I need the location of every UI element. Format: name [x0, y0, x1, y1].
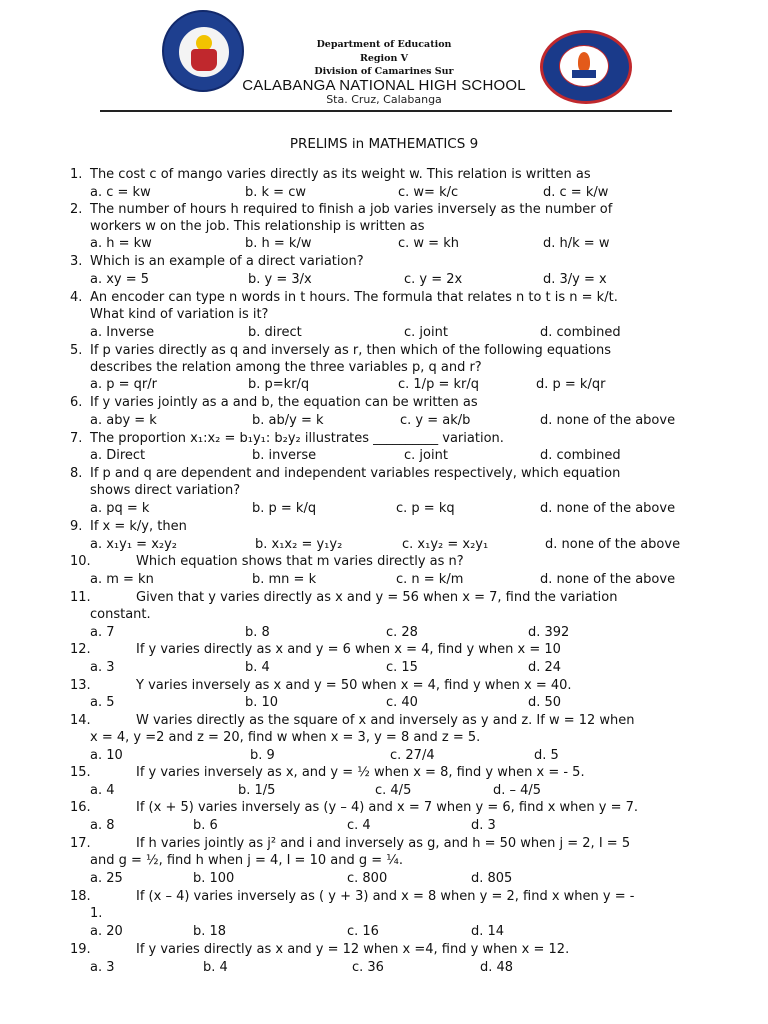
q2-choice-a: a. h = kw — [90, 236, 152, 251]
q2-text: The number of hours h required to finish a job varies inversely as the number of — [90, 202, 613, 217]
q17-choice-d: d. 805 — [471, 871, 513, 886]
q19-choice-d: d. 48 — [480, 960, 514, 975]
q13-choice-c: c. 40 — [386, 695, 418, 710]
q14-choice-b: b. 9 — [250, 748, 275, 763]
q16-choice-c: c. 4 — [347, 818, 371, 833]
q12-text: If y varies directly as x and y = 6 when x = 4, find y when x = 10 — [136, 642, 561, 657]
header-divider — [100, 110, 672, 112]
q5-number: 5. — [70, 343, 83, 358]
q10-choice-d: d. none of the above — [540, 572, 676, 587]
q12-choice-b: b. 4 — [245, 660, 270, 675]
q11-text: Given that y varies directly as x and y = 56 when x = 7, find the variation — [136, 590, 618, 605]
q13-text: Y varies inversely as x and y = 50 when x = 4, find y when x = 40. — [136, 678, 572, 693]
q1-choice-d: d. c = k/w — [543, 185, 609, 200]
q19-choice-a: a. 3 — [90, 960, 115, 975]
q8-choice-d: d. none of the above — [540, 501, 676, 516]
q13-choice-d: d. 50 — [528, 695, 562, 710]
q11-choice-d: d. 392 — [528, 625, 570, 640]
q16-number: 16. — [70, 800, 91, 815]
q14-text: W varies directly as the square of x and inversely as y and z. If w = 12 when — [136, 713, 635, 728]
q18-choice-a: a. 20 — [90, 924, 123, 939]
q3-text: Which is an example of a direct variation? — [90, 254, 364, 269]
q19-number: 19. — [70, 942, 91, 957]
q19-choice-b: b. 4 — [203, 960, 228, 975]
q15-number: 15. — [70, 765, 91, 780]
q4-choice-d: d. combined — [540, 325, 621, 340]
q6-text: If y varies jointly as a and b, the equation can be written as — [90, 395, 478, 410]
q17-number: 17. — [70, 836, 91, 851]
q10-text: Which equation shows that m varies directly as n? — [136, 554, 464, 569]
q5-text: If p varies directly as q and inversely as r, then which of the following equations — [90, 343, 612, 358]
q12-choice-c: c. 15 — [386, 660, 418, 675]
q1-choice-b: b. k = cw — [245, 185, 306, 200]
q12-number: 12. — [70, 642, 91, 657]
q15-choice-b: b. 1/5 — [238, 783, 276, 798]
q3-choice-c: c. y = 2x — [404, 272, 463, 287]
q7-choice-d: d. combined — [540, 448, 621, 463]
q4-text-cont: What kind of variation is it? — [90, 307, 269, 322]
q2-choice-b: b. h = k/w — [245, 236, 312, 251]
q16-choice-d: d. 3 — [471, 818, 496, 833]
q9-text: If x = k/y, then — [90, 519, 187, 534]
q18-text-cont: 1. — [90, 906, 103, 921]
q3-number: 3. — [70, 254, 83, 269]
q6-choice-b: b. ab/y = k — [252, 413, 324, 428]
q18-choice-c: c. 16 — [347, 924, 379, 939]
q18-number: 18. — [70, 889, 91, 904]
q7-choice-b: b. inverse — [252, 448, 317, 463]
q19-text: If y varies directly as x and y = 12 when x =4, find y when x = 12. — [136, 942, 570, 957]
q8-number: 8. — [70, 466, 83, 481]
q9-choice-c: c. x₁y₂ = x₂y₁ — [402, 537, 489, 552]
q8-text: If p and q are dependent and independent variables respectively, which equation — [90, 466, 621, 481]
division-name: Division of Camarines Sur — [314, 66, 454, 77]
q5-choice-c: c. 1/p = kr/q — [398, 377, 479, 392]
q5-choice-a: a. p = qr/r — [90, 377, 157, 392]
q4-text: An encoder can type n words in t hours. The formula that relates n to t is n = k/t. — [90, 290, 618, 305]
q14-number: 14. — [70, 713, 91, 728]
q3-choice-a: a. xy = 5 — [90, 272, 150, 287]
q13-number: 13. — [70, 678, 91, 693]
q4-number: 4. — [70, 290, 83, 305]
q9-choice-b: b. x₁x₂ = y₁y₂ — [255, 537, 343, 552]
q10-choice-a: a. m = kn — [90, 572, 154, 587]
q11-number: 11. — [70, 590, 91, 605]
q2-number: 2. — [70, 202, 83, 217]
q15-text: If y varies inversely as x, and y = ½ when x = 8, find y when x = - 5. — [136, 765, 585, 780]
q17-choice-a: a. 25 — [90, 871, 123, 886]
q18-choice-d: d. 14 — [471, 924, 505, 939]
q10-choice-b: b. mn = k — [252, 572, 317, 587]
q1-choice-c: c. w= k/c — [398, 185, 459, 200]
q14-choice-a: a. 10 — [90, 748, 123, 763]
q8-choice-a: a. pq = k — [90, 501, 150, 516]
q13-choice-a: a. 5 — [90, 695, 115, 710]
exam-title: PRELIMS in MATHEMATICS 9 — [289, 136, 479, 152]
q9-choice-d: d. none of the above — [545, 537, 681, 552]
school-address: Sta. Cruz, Calabanga — [326, 93, 442, 106]
q5-choice-b: b. p=kr/q — [248, 377, 310, 392]
q14-choice-d: d. 5 — [534, 748, 559, 763]
q9-number: 9. — [70, 519, 83, 534]
q1-number: 1. — [70, 167, 83, 182]
q19-choice-c: c. 36 — [352, 960, 384, 975]
q6-choice-c: c. y = ak/b — [400, 413, 471, 428]
q6-choice-d: d. none of the above — [540, 413, 676, 428]
q7-text: The proportion x₁:x₂ = b₁y₁: b₂y₂ illustrates __________ variation. — [90, 431, 504, 446]
q12-choice-d: d. 24 — [528, 660, 562, 675]
q6-number: 6. — [70, 395, 83, 410]
q7-number: 7. — [70, 431, 83, 446]
q15-choice-a: a. 4 — [90, 783, 115, 798]
q15-choice-c: c. 4/5 — [375, 783, 412, 798]
q17-text: If h varies jointly as j² and i and inversely as g, and h = 50 when j = 2, I = 5 — [136, 836, 631, 851]
q2-text-cont: workers w on the job. This relationship is written as — [90, 219, 425, 234]
q8-text-cont: shows direct variation? — [90, 483, 241, 498]
q17-text-cont: and g = ½, find h when j = 4, I = 10 and g = ¼. — [90, 853, 403, 868]
school-name: CALABANGA NATIONAL HIGH SCHOOL — [242, 77, 526, 94]
q12-choice-a: a. 3 — [90, 660, 115, 675]
q18-choice-b: b. 18 — [193, 924, 227, 939]
q16-choice-b: b. 6 — [193, 818, 218, 833]
q1-text: The cost c of mango varies directly as its weight w. This relation is written as — [90, 167, 591, 182]
q2-choice-d: d. h/k = w — [543, 236, 610, 251]
q9-choice-a: a. x₁y₁ = x₂y₂ — [90, 537, 178, 552]
q4-choice-c: c. joint — [404, 325, 448, 340]
q7-choice-c: c. joint — [404, 448, 448, 463]
q3-choice-b: b. y = 3/x — [248, 272, 312, 287]
q11-text-cont: constant. — [90, 607, 151, 622]
q1-choice-a: a. c = kw — [90, 185, 151, 200]
q11-choice-a: a. 7 — [90, 625, 115, 640]
q17-choice-b: b. 100 — [193, 871, 235, 886]
q4-choice-b: b. direct — [248, 325, 302, 340]
q15-choice-d: d. – 4/5 — [493, 783, 542, 798]
department-name: Department of Education — [316, 39, 452, 50]
q8-choice-c: c. p = kq — [396, 501, 455, 516]
q16-text: If (x + 5) varies inversely as (y – 4) and x = 7 when y = 6, find x when y = 7. — [136, 800, 639, 815]
q17-choice-c: c. 800 — [347, 871, 388, 886]
q3-choice-d: d. 3/y = x — [543, 272, 607, 287]
q2-choice-c: c. w = kh — [398, 236, 459, 251]
q7-choice-a: a. Direct — [90, 448, 146, 463]
q14-choice-c: c. 27/4 — [390, 748, 435, 763]
q11-choice-c: c. 28 — [386, 625, 418, 640]
q4-choice-a: a. Inverse — [90, 325, 155, 340]
region-name: Region V — [359, 53, 409, 64]
q11-choice-b: b. 8 — [245, 625, 270, 640]
q13-choice-b: b. 10 — [245, 695, 279, 710]
q8-choice-b: b. p = k/q — [252, 501, 317, 516]
q16-choice-a: a. 8 — [90, 818, 115, 833]
q10-choice-c: c. n = k/m — [396, 572, 464, 587]
q14-text-cont: x = 4, y =2 and z = 20, find w when x = 3, y = 8 and z = 5. — [90, 730, 481, 745]
q5-choice-d: d. p = k/qr — [536, 377, 606, 392]
q10-number: 10. — [70, 554, 91, 569]
q18-text: If (x – 4) varies inversely as ( y + 3) and x = 8 when y = 2, find x when y = - — [136, 889, 635, 904]
q6-choice-a: a. aby = k — [90, 413, 157, 428]
q5-text-cont: describes the relation among the three variables p, q and r? — [90, 360, 482, 375]
